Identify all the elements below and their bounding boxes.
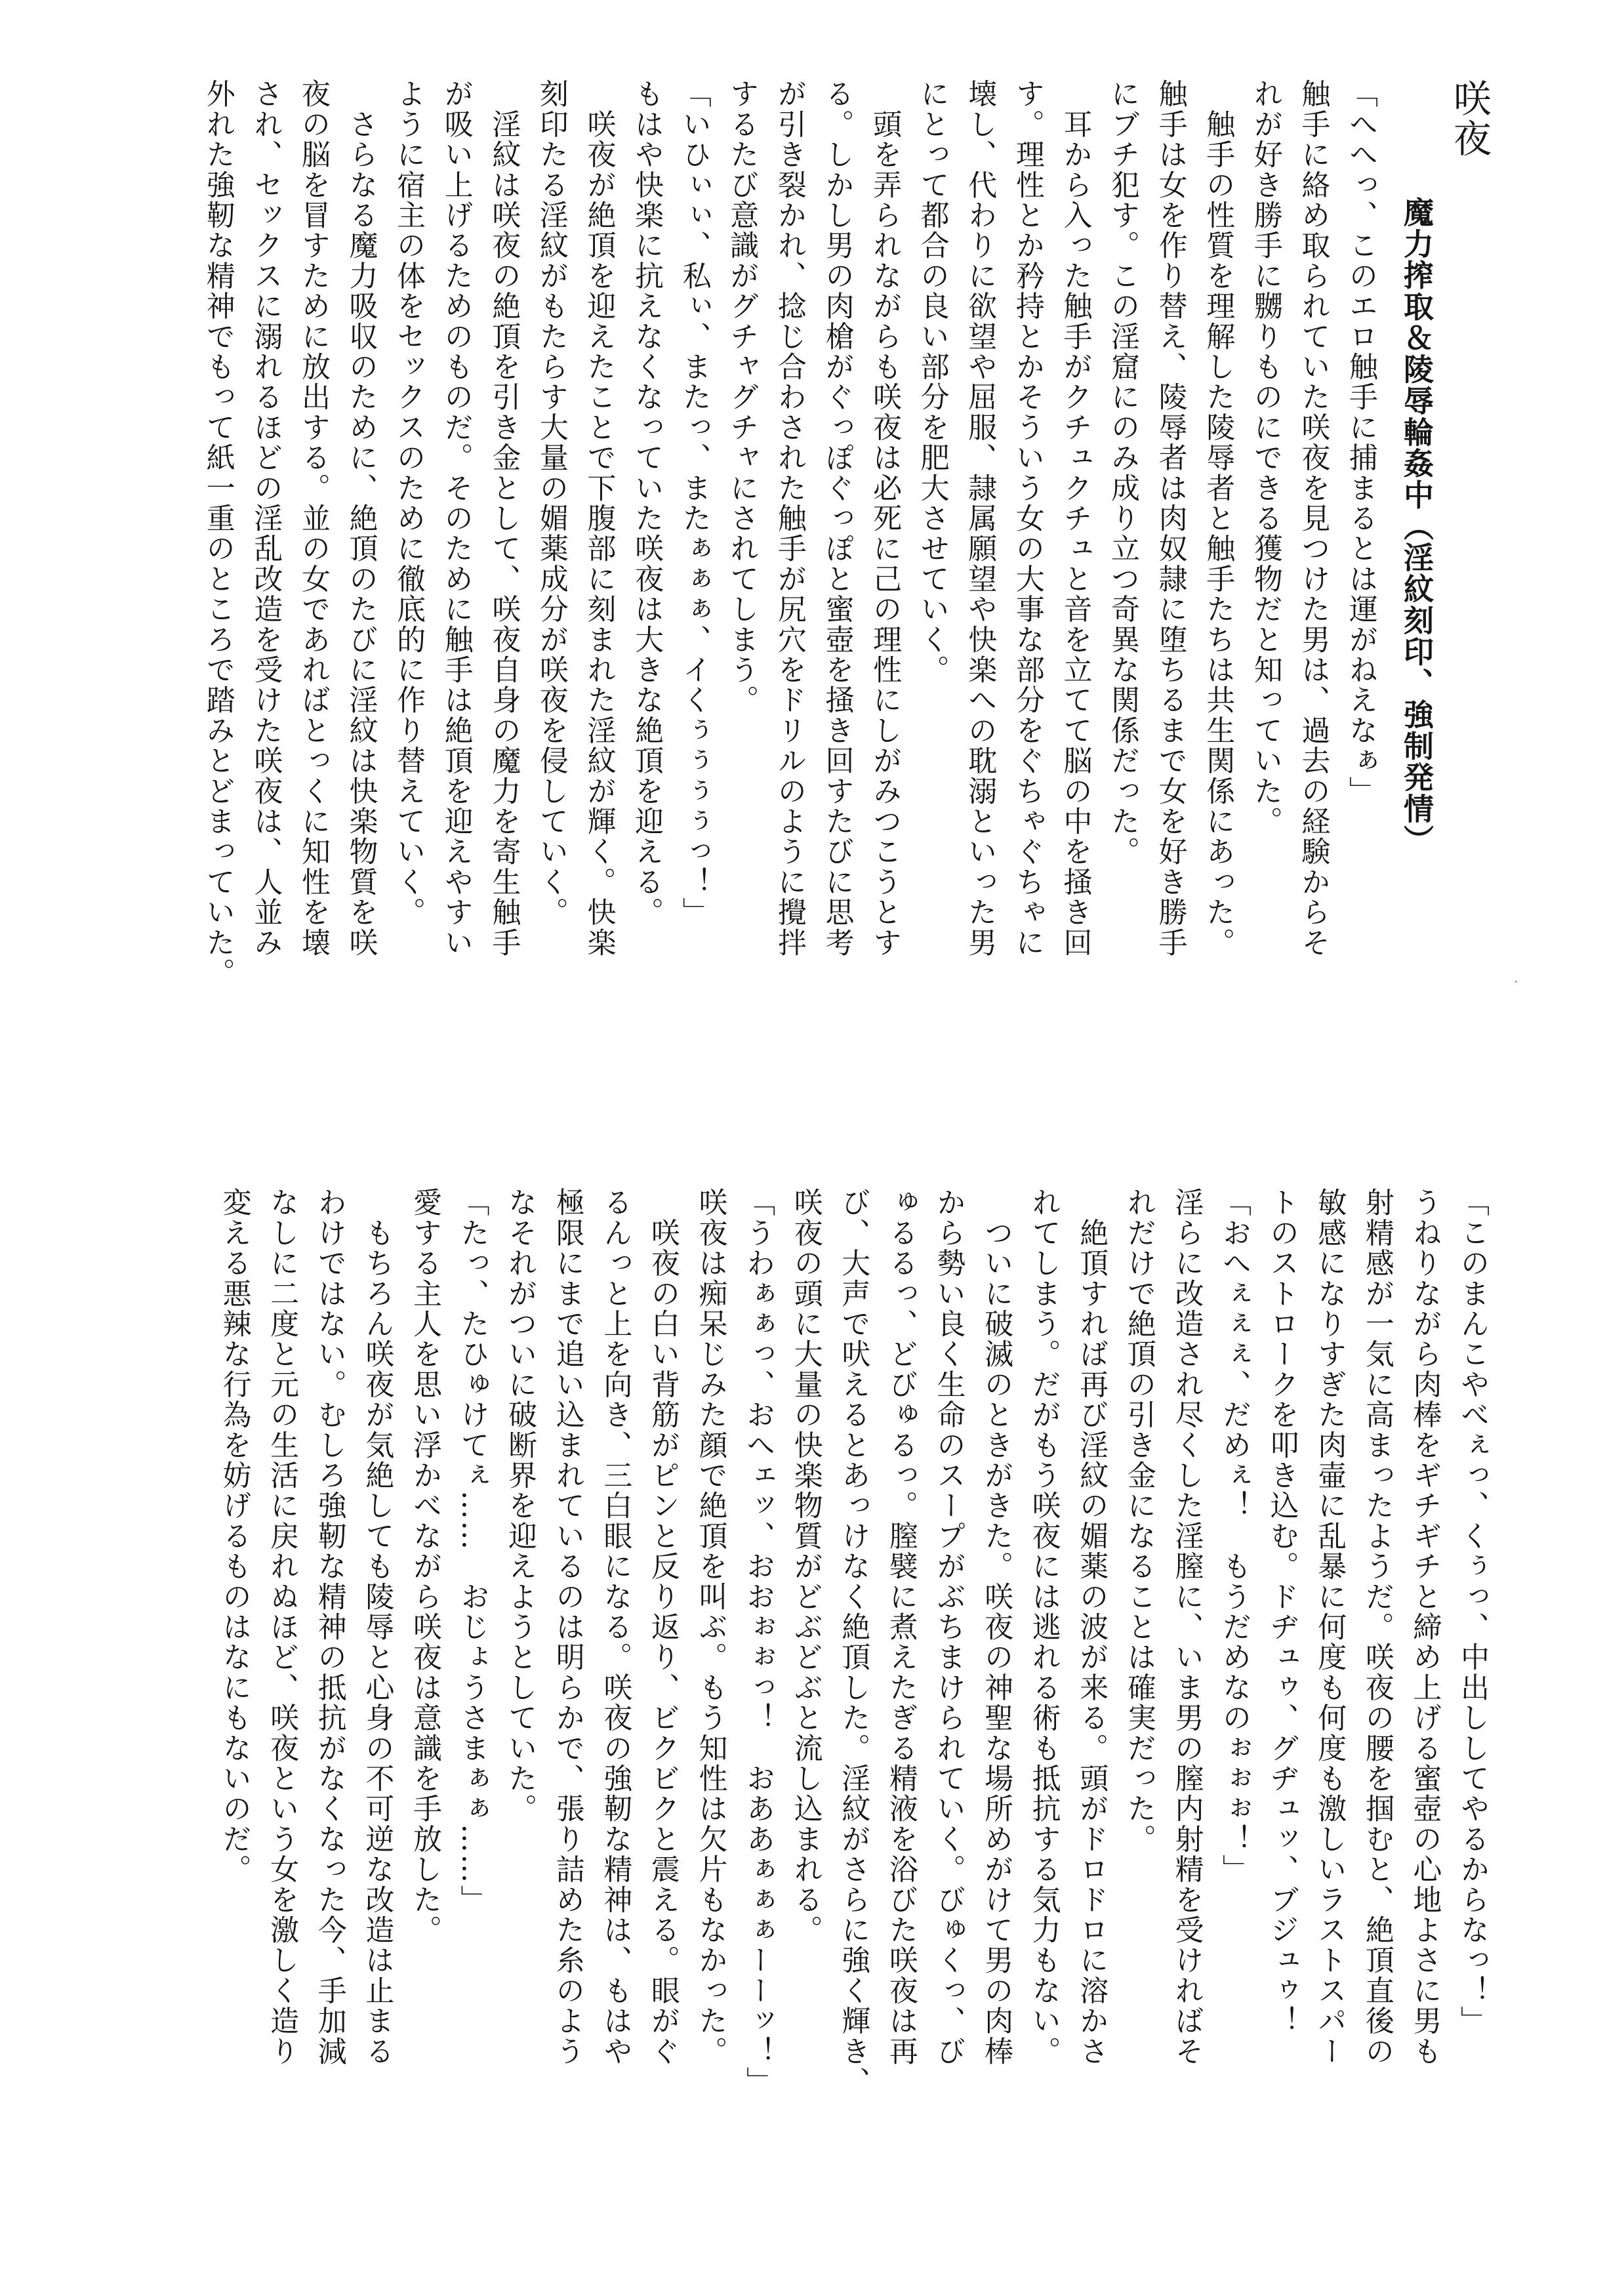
text-line: され、セックスに溺れるほどの淫乱改造を受けた咲夜は、人並み [249,79,283,958]
text-line: 淫紋は咲夜の絶頂を引き金として、咲夜自身の魔力を寄生触手 [487,79,521,958]
text-line: もちろん咲夜が気絶しても陵辱と心身の不可逆な改造は止まる [360,1187,394,2066]
text-line: わけではない。むしろ強靭な精神の抵抗がなくなった今、手加減 [312,1187,346,2066]
text-line: 射精感が一気に高まったようだ。咲夜の腰を掴むと、絶頂直後の [1360,1187,1394,2066]
text-line: 外れた強靭な精神でもって紙一重のところで踏みとどまっていた。 [201,79,235,988]
text-line: 極限にまで追い込まれているのは明らかで、張り詰めた糸のよう [550,1187,584,2066]
text-line: す。理性とか矜持とかそういう女の大事な部分をぐちゃぐちゃに [1010,79,1044,958]
text-line: 愛する主人を思い浮かべながら咲夜は意識を手放した。 [407,1187,441,1945]
text-line: なそれがついに破断界を迎えようとしていた。 [503,1187,537,1824]
text-line: 「おへぇぇぇ、だめぇ！ もうだめなのぉぉぉ！」 [1217,1187,1251,1885]
text-line: にとって都合の良い部分を肥大させていく。 [915,79,949,685]
text-line: ついに破滅のときがきた。咲夜の神聖な場所めがけて男の肉棒 [979,1187,1013,2066]
text-line: 咲夜は痴呆じみた顔で絶頂を叫ぶ。もう知性は欠片もなかった。 [693,1187,727,2066]
text-line: 頭を弄られながらも咲夜は必死に己の理性にしがみつこうとす [868,79,902,958]
text-line: 変える悪辣な行為を妨げるものはなにもないのだ。 [217,1187,251,1885]
section-title: 咲夜 [1447,79,1492,159]
text-line: ように宿主の体をセックスのために徹底的に作り替えていく。 [392,79,426,928]
text-line: が引き裂かれ、捻じ合わされた触手が尻穴をドリルのように攪拌 [772,79,806,958]
text-line: 咲夜の白い背筋がピンと反り返り、ビクビクと震える。眼がぐ [645,1187,680,2066]
text-line: れてしまう。だがもう咲夜には逃れる術も抵抗する気力もない。 [1027,1187,1061,2066]
text-line: もはや快楽に抗えなくなっていた咲夜は大きな絶頂を迎える。 [630,79,664,928]
section-subtitle: 魔力搾取＆陵辱輪姦中（淫紋刻印、強制発情） [1399,197,1434,856]
lower-text-block [98,1187,1495,2217]
text-line: 「いひぃぃ、私ぃ、またっ、またぁぁぁ、イくぅぅぅぅっ！」 [677,79,711,928]
text-line: 耳から入った触手がクチュクチュと音を立てて脳の中を掻き回 [1058,79,1092,958]
text-line: るんっと上を向き、三白眼になる。咲夜の強靭な精神は、もはや [598,1187,632,2066]
text-line: 「うわぁぁっ、おへェッ、おおぉぉっ！ おああぁぁぁーーッ！」 [741,1187,775,2097]
text-line: から勢い良く生命のスープがぶちまけられていく。びゅくっ、び [931,1187,966,2066]
text-line: なしに二度と元の生活に戻れぬほど、咲夜という女を激しく造り [265,1187,299,2066]
text-line: れだけで絶頂の引き金になることは確実だった。 [1122,1187,1156,1855]
text-line: さらなる魔力吸収のために、絶頂のたびに淫紋は快楽物質を咲 [344,79,378,958]
text-line: 淫らに改造され尽くした淫膣に、いま男の膣内射精を受ければそ [1170,1187,1204,2066]
text-line: れが好き勝手に嬲りものにできる獲物だと知っていた。 [1248,79,1282,836]
text-line: 敏感になりすぎた肉壷に乱暴に何度も何度も激しいラストスパー [1312,1187,1347,2066]
text-line: 壊し、代わりに欲望や屈服、隷属願望や快楽への耽溺といった男 [963,79,997,958]
text-line: するたび意識がグチャグチャにされてしまう。 [725,79,759,716]
text-line: トのストロークを叩き込む。ドヂュゥ、グヂュッ、ブジュゥ！ [1265,1187,1299,2036]
text-line: 触手の性質を理解した陵辱者と触手たちは共生関係にあった。 [1201,79,1235,958]
text-line: 絶頂すれば再び淫紋の媚薬の波が来る。頭がドロドロに溶かさ [1074,1187,1109,2066]
text-line: にブチ犯す。この淫窟にのみ成り立つ奇異な関係だった。 [1106,79,1140,867]
text-line: 刻印たる淫紋がもたらす大量の媚薬成分が咲夜を侵していく。 [534,79,568,928]
text-line: 咲夜の頭に大量の快楽物質がどぶどぶと流し込まれる。 [788,1187,823,1945]
text-line: が吸い上げるためのものだ。そのために触手は絶頂を迎えやすい [439,79,473,958]
text-line: 触手は女を作り替え、陵辱者は肉奴隷に堕ちるまで女を好き勝手 [1153,79,1187,958]
text-line: 「このまんこやべぇっ、くぅっ、中出ししてやるからなっ！」 [1455,1187,1489,2036]
text-line: ゅるるっ、どびゅるっ。膣襞に煮えたぎる精液を浴びた咲夜は再 [884,1187,918,2066]
text-line: 「たっ、たひゅけてぇ…… おじょうさまぁぁ……」 [455,1187,489,1915]
text-line: 触手に絡め取られていた咲夜を見つけた男は、過去の経験からそ [1296,79,1330,958]
text-line: る。しかし男の肉槍がぐっぽぐっぽと蜜壺を掻き回すたびに思考 [820,79,854,958]
paper-speck [1515,981,1517,983]
text-line: 夜の脳を冒すために放出する。並の女であればとっくに知性を壊 [296,79,330,958]
text-line: うねりながら肉棒をギチギチと締め上げる蜜壺の心地よさに男も [1408,1187,1442,2066]
text-line: び、大声で吠えるとあっけなく絶頂した。淫紋がさらに強く輝き、 [836,1187,870,2097]
upper-text-block [98,79,1384,1115]
text-line: 「へへっ、このエロ触手に捕まるとは運がねえなぁ」 [1344,79,1377,806]
text-line: 咲夜が絶頂を迎えたことで下腹部に刻まれた淫紋が輝く。快楽 [582,79,616,958]
